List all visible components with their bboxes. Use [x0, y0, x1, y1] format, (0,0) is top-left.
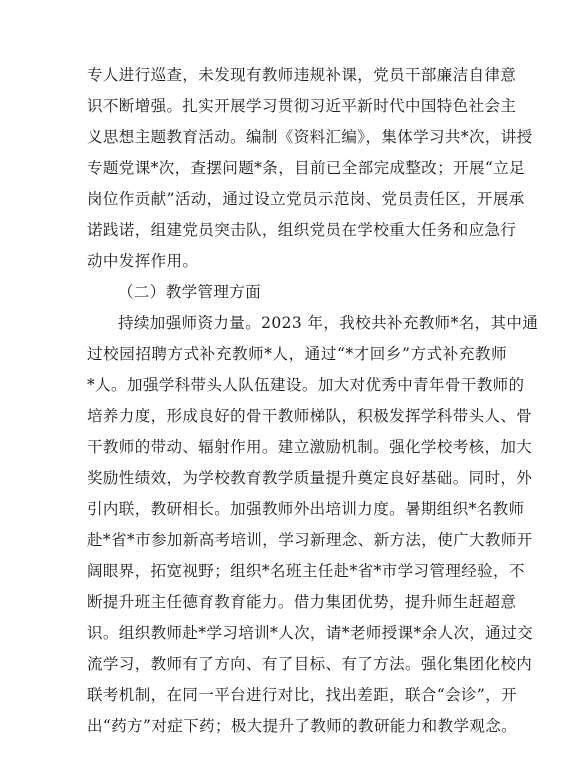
- paragraph1-line-1: 专人进行巡查，未发现有教师违规补课，党员干部廉洁自律意: [87, 66, 517, 84]
- paragraph2-line-3: *人。加强学科带头人队伍建设。加大对优秀中青年骨干教师的: [87, 376, 525, 394]
- paragraph2-line-12: 流学习，教师有了方向、有了目标、有了方法。强化集团化校内: [87, 655, 533, 673]
- paragraph2-line-8: 赴*省*市参加新高考培训，学习新理念、新方法，使广大教师开: [87, 531, 533, 549]
- paragraph2-line-10: 断提升班主任德育教育能力。借力集团优势，提升师生赶超意: [87, 593, 517, 611]
- paragraph1-line-4: 专题党课*次，查摆问题*条，目前已全部完成整改；开展“立足: [87, 159, 526, 177]
- paragraph1-line-5: 岗位作贡献”活动，通过设立党员示范岗、党员责任区，开展承: [87, 190, 525, 208]
- paragraph2-line-11: 识。组织教师赴*学习培训*人次，请*老师授课*余人次，通过交: [87, 624, 534, 642]
- paragraph2-line-6: 奖励性绩效，为学校教育教学质量提升奠定良好基础。同时，外: [87, 469, 533, 487]
- paragraph2-line-9: 阔眼界，拓宽视野；组织*名班主任赴*省*市学习管理经验，不: [87, 562, 525, 580]
- paragraph2-line-7: 引内联，教研相长。加强教师外出培训力度。暑期组织*名教师: [87, 500, 525, 518]
- paragraph1-line-2: 识不断增强。扎实开展学习贯彻习近平新时代中国特色社会主: [87, 97, 517, 115]
- paragraph1-line-6: 诺践诺，组建党员突击队，组织党员在学校重大任务和应急行: [87, 221, 517, 239]
- paragraph1-line-3: 义思想主题教育活动。编制《资料汇编》，集体学习共*次，讲授: [87, 128, 533, 146]
- paragraph2-line-1: 持续加强师资力量。2023 年，我校共补充教师*名，其中通: [118, 314, 539, 332]
- paragraph2-line-4: 培养力度，形成良好的骨干教师梯队，积极发挥学科带头人、骨: [87, 407, 533, 425]
- section-heading: （二）教学管理方面: [118, 283, 262, 301]
- paragraph2-line-2: 过校园招聘方式补充教师*人，通过“*才回乡”方式补充教师: [87, 345, 507, 363]
- paragraph1-line-7: 动中发挥作用。: [87, 252, 199, 270]
- paragraph2-line-14: 出“药方”对症下药；极大提升了教师的教研能力和教学观念。: [87, 717, 518, 735]
- paragraph2-line-5: 干教师的带动、辐射作用。建立激励机制。强化学校考核，加大: [87, 438, 533, 456]
- paragraph2-line-13: 联考机制，在同一平台进行对比，找出差距，联合“会诊”，开: [87, 686, 518, 704]
